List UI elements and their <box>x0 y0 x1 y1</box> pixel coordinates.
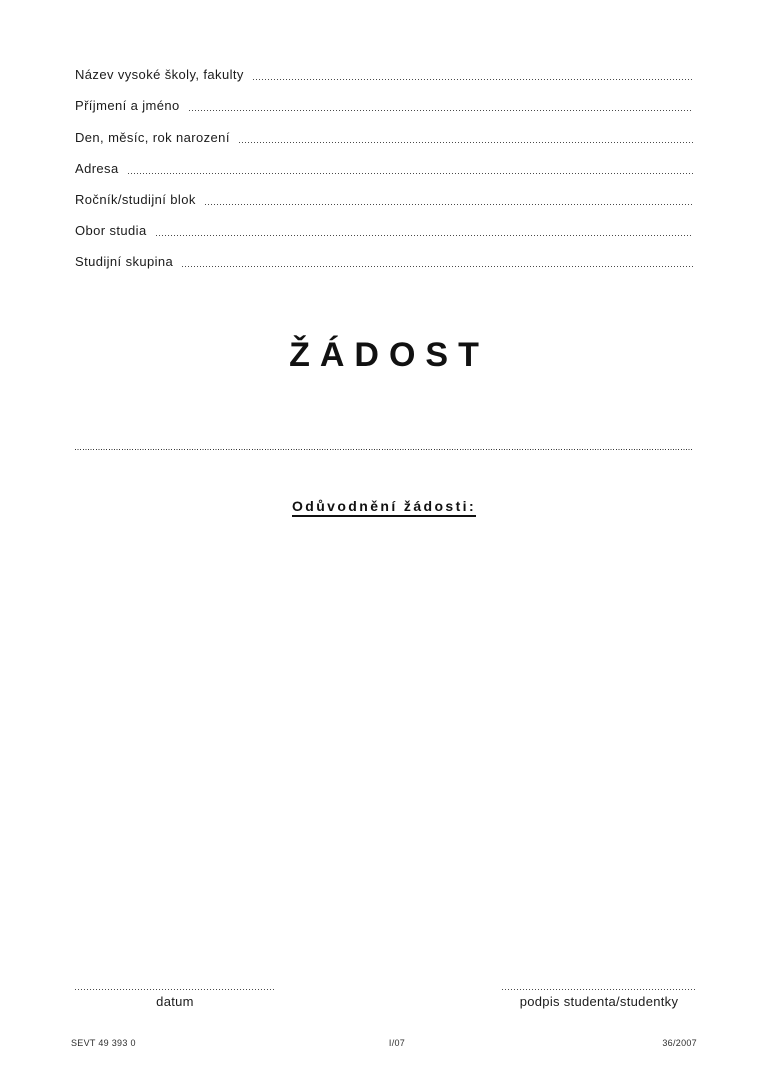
field-label-address: Adresa <box>75 160 119 176</box>
field-fill-line-school[interactable] <box>253 79 693 80</box>
field-label-school: Název vysoké školy, fakulty <box>75 67 244 83</box>
field-row-study-field <box>75 212 693 243</box>
field-fill-line-birthdate[interactable] <box>239 142 693 143</box>
field-fill-line-address[interactable] <box>128 173 693 174</box>
field-row-name <box>75 87 693 118</box>
signature-fill-line[interactable] <box>502 989 696 990</box>
field-fill-line-name[interactable] <box>189 110 693 111</box>
student-signature-block <box>502 989 696 1009</box>
reason-heading: Odůvodnění žádosti: <box>292 498 476 517</box>
field-label-study-group: Studijní skupina <box>75 254 174 270</box>
field-label-year-block: Ročník/studijní blok <box>75 191 196 207</box>
field-row-address <box>75 150 693 181</box>
date-signature-block <box>75 989 275 1009</box>
form-fields <box>75 56 693 274</box>
field-label-study-field: Obor studia <box>75 223 147 239</box>
footer-edition-code: I/07 <box>388 1038 406 1048</box>
field-row-year-block <box>75 181 693 212</box>
field-row-birthdate <box>75 118 693 149</box>
field-fill-line-year-block[interactable] <box>205 204 693 205</box>
field-row-study-group <box>75 243 693 274</box>
page-title: ŽÁDOST <box>289 336 489 374</box>
date-fill-line[interactable] <box>75 989 275 990</box>
field-label-birthdate: Den, měsíc, rok narození <box>75 129 230 145</box>
footer-form-code: SEVT 49 393 0 <box>71 1038 136 1048</box>
field-fill-line-study-group[interactable] <box>182 266 693 267</box>
field-label-name: Příjmení a jméno <box>75 98 180 114</box>
field-row-school <box>75 56 693 87</box>
footer-print-code: 36/2007 <box>662 1038 697 1048</box>
request-subject-fill-line[interactable] <box>75 449 693 450</box>
reason-heading-wrap <box>0 498 768 517</box>
field-fill-line-study-field[interactable] <box>156 235 693 236</box>
signature-label: podpis studenta/studentky <box>519 994 679 1009</box>
date-label: datum <box>156 994 194 1009</box>
